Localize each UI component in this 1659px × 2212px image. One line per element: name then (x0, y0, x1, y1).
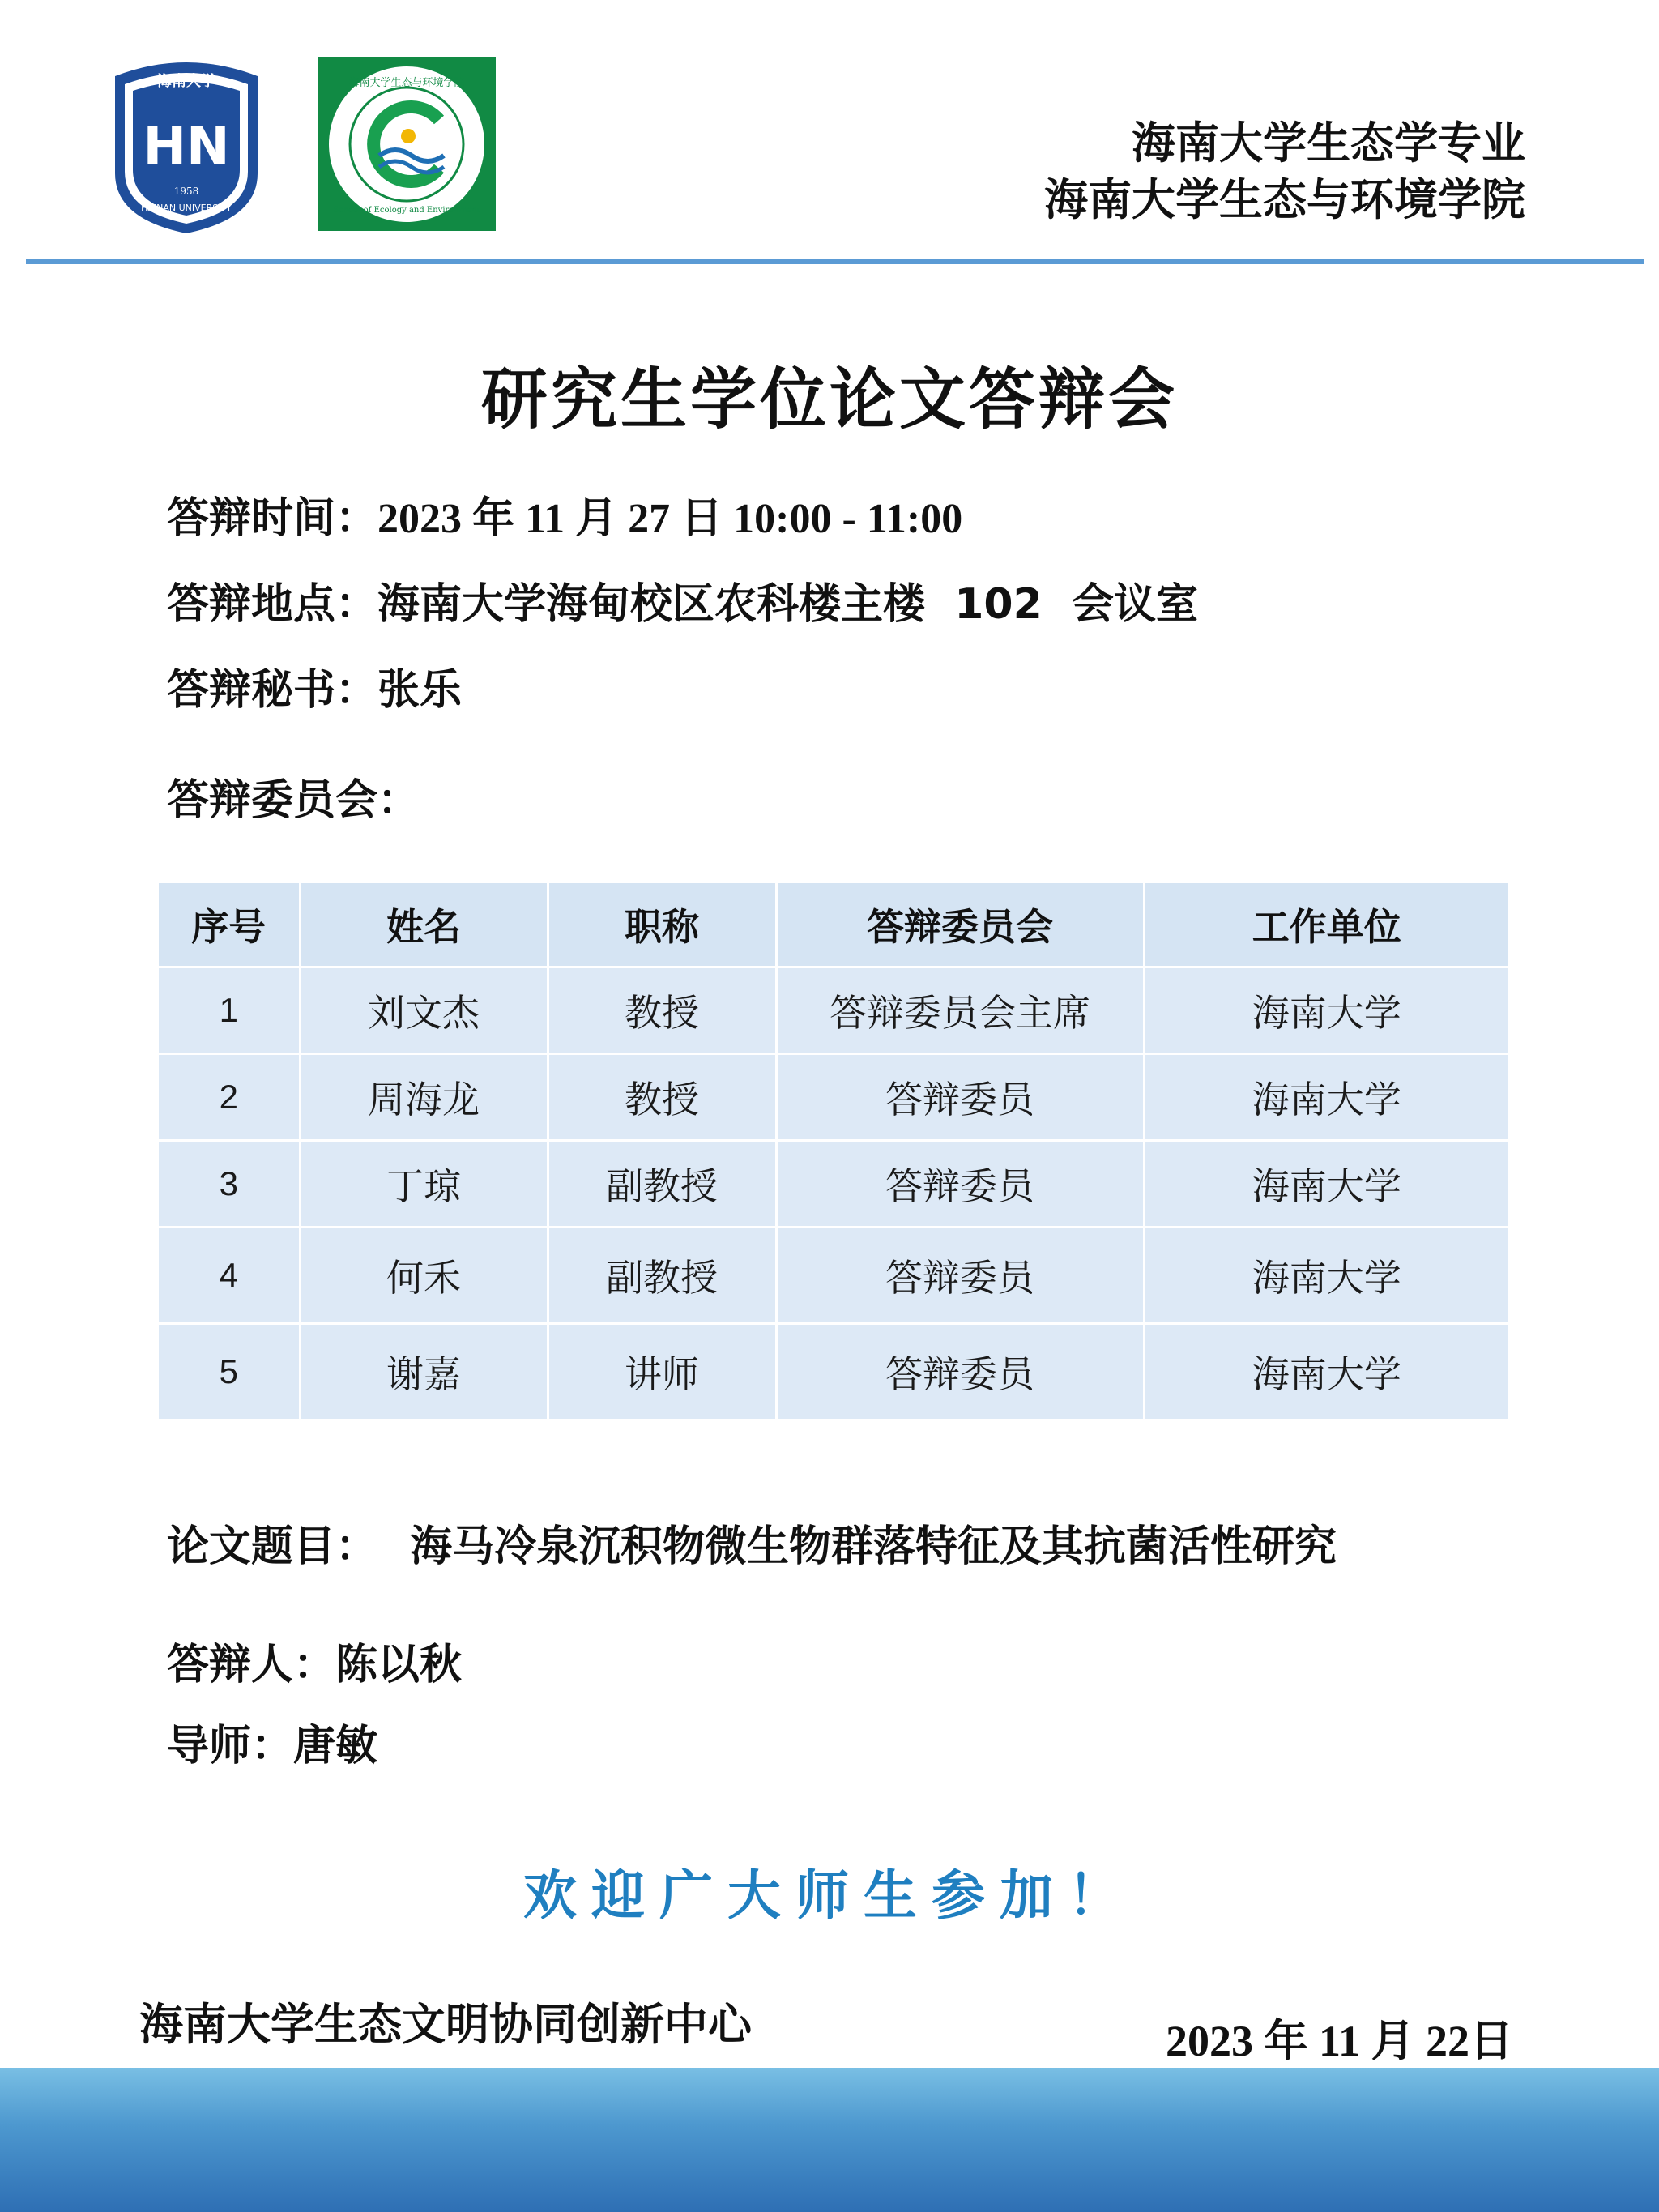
header-affiliation: 工作单位 (1144, 883, 1508, 967)
defense-time-row (167, 494, 963, 543)
hainan-university-logo (109, 52, 264, 235)
cell-index: 2 (159, 1054, 300, 1141)
logo-ring-text-en: School of Ecology and Environment (333, 206, 480, 215)
table-row (159, 1228, 1508, 1324)
secretary-value: 张乐 (377, 666, 463, 715)
cell-name: 何禾 (300, 1228, 548, 1324)
defender-row (167, 1630, 462, 1691)
cell-role: 答辩委员 (776, 1228, 1144, 1324)
cell-index: 1 (159, 967, 300, 1054)
logo-ring-text: HAINAN UNIVERSITY (141, 203, 232, 213)
table-row (159, 1324, 1508, 1420)
cell-role: 答辩委员 (776, 1324, 1144, 1420)
cell-name: 刘文杰 (300, 967, 548, 1054)
cell-title: 讲师 (548, 1324, 776, 1420)
cell-role: 答辩委员 (776, 1054, 1144, 1141)
header-school: 海南大学生态与环境学院 (1044, 174, 1525, 225)
cell-affiliation: 海南大学 (1144, 967, 1508, 1054)
cell-title: 副教授 (548, 1141, 776, 1228)
header-name: 姓名 (300, 883, 548, 967)
table-row (159, 1141, 1508, 1228)
cell-name: 谢嘉 (300, 1324, 548, 1420)
secretary-label: 答辩秘书： (167, 666, 378, 715)
defense-place-label: 答辩地点： (167, 580, 378, 629)
advisor-row (167, 1711, 377, 1772)
advisor-label: 导师： (167, 1722, 294, 1770)
thesis-title-row (167, 1512, 1337, 1573)
cell-index: 5 (159, 1324, 300, 1420)
header-divider (26, 259, 1644, 264)
header-index: 序号 (159, 883, 300, 967)
committee-heading: 答辩委员会： (167, 776, 420, 825)
header-major: 海南大学生态学专业 (1132, 117, 1525, 169)
thesis-title-value: 海马冷泉沉积物微生物群落特征及其抗菌活性研究 (410, 1522, 1337, 1571)
table-row (159, 967, 1508, 1054)
logo-monogram: HN (143, 117, 230, 177)
defender-value: 陈以秋 (335, 1641, 463, 1689)
cell-affiliation: 海南大学 (1144, 1324, 1508, 1420)
table-row (159, 1054, 1508, 1141)
footer-color-band (0, 2068, 1659, 2212)
header-title: 职称 (548, 883, 776, 967)
defense-place-row (167, 580, 1198, 629)
defense-time-value: 2023 年 11 月 27 日 10:00 - 11:00 (377, 496, 963, 542)
cell-name: 丁琼 (300, 1141, 548, 1228)
secretary-row (167, 666, 463, 715)
defender-label: 答辩人： (167, 1641, 336, 1689)
defense-place-value: 海南大学海甸校区农科楼主楼 102 会议室 (377, 580, 1198, 629)
logo-top-text: 海南大学 (157, 73, 215, 90)
advisor-value: 唐敏 (293, 1722, 378, 1770)
cell-index: 3 (159, 1141, 300, 1228)
defense-time-label: 答辩时间： (167, 494, 378, 543)
logo-ring-text-cn: 海南大学生态与环境学院 (348, 77, 465, 89)
welcome-message: 欢迎广大师生参加！ (523, 1864, 1136, 1927)
footer-date: 2023 年 11 月 22日 (1165, 2017, 1513, 2065)
school-of-ecology-logo (318, 57, 496, 231)
page-title: 研究生学位论文答辩会 (480, 361, 1178, 438)
cell-title: 教授 (548, 1054, 776, 1141)
cell-title: 副教授 (548, 1228, 776, 1324)
committee-table (159, 883, 1508, 1421)
cell-role: 答辩委员会主席 (776, 967, 1144, 1054)
cell-role: 答辩委员 (776, 1141, 1144, 1228)
table-header-row (159, 883, 1508, 967)
cell-affiliation: 海南大学 (1144, 1228, 1508, 1324)
header-role: 答辩委员会 (776, 883, 1144, 967)
cell-name: 周海龙 (300, 1054, 548, 1141)
cell-affiliation: 海南大学 (1144, 1141, 1508, 1228)
cell-affiliation: 海南大学 (1144, 1054, 1508, 1141)
logo-year: 1958 (173, 186, 199, 197)
cell-index: 4 (159, 1228, 300, 1324)
footer-organization: 海南大学生态文明协同创新中心 (139, 1999, 752, 2050)
thesis-title-label: 论文题目： (167, 1522, 378, 1571)
cell-title: 教授 (548, 967, 776, 1054)
